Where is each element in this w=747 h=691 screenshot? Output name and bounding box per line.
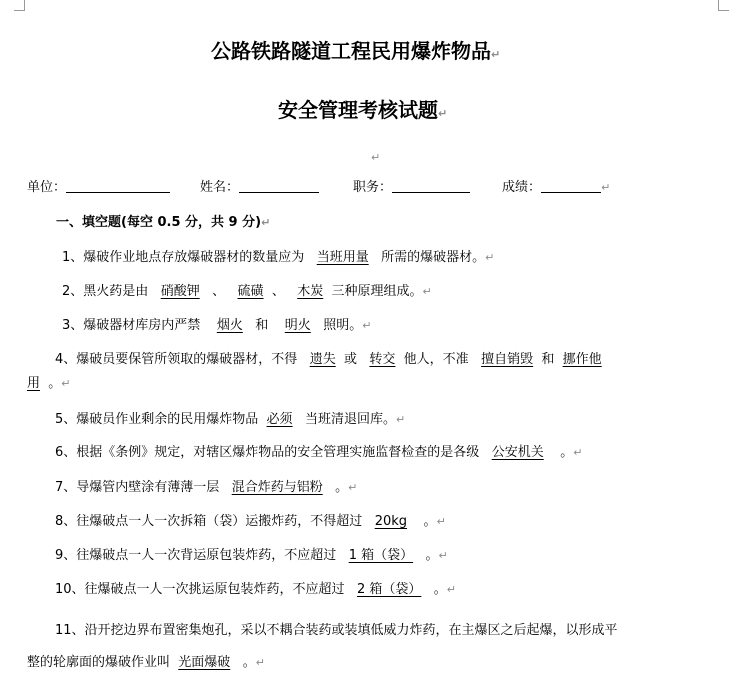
question-9 (55, 546, 448, 566)
question-4 (55, 350, 602, 370)
title-line-2 (278, 96, 447, 128)
question-text: 和 (255, 318, 269, 333)
question-text: 整的轮廓面的爆破作业叫 (27, 655, 171, 670)
question-text: 11、沿开挖边界布置密集炮孔，采以不耦合装药或装填低威力炸药，在主爆区之后起爆，以形成平 (55, 623, 618, 638)
answer-blank[interactable]: 遗失 (309, 352, 336, 367)
question-1 (62, 248, 494, 268)
question-2 (62, 282, 432, 302)
answer-blank[interactable]: 擅自销毁 (481, 352, 534, 367)
empty-paragraph (371, 148, 380, 168)
title-text: 安全管理考核试题 (278, 98, 438, 122)
answer-blank[interactable]: 硝酸钾 (160, 284, 200, 299)
paragraph-mark: ↵ (395, 413, 406, 426)
answer-blank[interactable]: 当班用量 (316, 250, 369, 265)
question-text: 9、往爆破点一人一次背运原包装炸药，不应超过 (55, 548, 337, 563)
question-text: 。 (433, 582, 447, 597)
question-7 (55, 478, 357, 498)
question-text: 1、爆破作业地点存放爆破器材的数量应为 (62, 250, 305, 265)
question-4-continued (27, 374, 71, 394)
question-text: 和 (541, 352, 555, 367)
paragraph-mark: ↵ (438, 107, 448, 120)
paragraph-mark: ↵ (348, 481, 358, 494)
page-corner-mark (14, 0, 25, 11)
paragraph-mark: ↵ (438, 549, 448, 562)
position-field[interactable] (392, 178, 470, 193)
separator: 、 (212, 284, 226, 299)
paragraph-mark: ↵ (255, 656, 265, 669)
answer-blank[interactable]: 必须 (266, 412, 293, 427)
answer-blank[interactable]: 2 箱（袋） (356, 582, 422, 597)
question-text: 。 (335, 480, 349, 495)
name-label: 姓名： (200, 180, 240, 195)
question-text: 2、黑火药是由 (62, 284, 149, 299)
answer-blank[interactable]: 烟火 (216, 318, 243, 333)
paragraph-mark: ↵ (362, 319, 372, 332)
question-text: 8、往爆破点一人一次拆箱（袋）运搬炸药，不得超过 (55, 514, 363, 529)
paragraph-mark: ↵ (422, 285, 432, 298)
separator: 、 (271, 284, 285, 299)
question-text: 照明。 (323, 318, 363, 333)
position-label: 职务： (353, 180, 393, 195)
paragraph-mark: ↵ (436, 515, 446, 528)
title-line-1 (211, 37, 500, 69)
paragraph-mark: ↵ (601, 181, 611, 194)
score-label: 成绩： (502, 180, 542, 195)
question-5 (55, 410, 405, 430)
paragraph-mark: ↵ (446, 583, 456, 596)
question-text: 他人，不准 (403, 352, 469, 367)
question-8 (55, 512, 446, 532)
question-text: 。 (425, 548, 439, 563)
question-text: 当班清退回库。 (304, 412, 396, 427)
question-text: 。 (560, 445, 574, 460)
question-text: 10、往爆破点一人一次挑运原包装炸药，不应超过 (55, 582, 345, 597)
question-text: 。 (48, 376, 62, 391)
unit-field[interactable] (66, 178, 170, 193)
section-heading (56, 213, 270, 233)
question-text: 。 (242, 655, 256, 670)
answer-blank[interactable]: 光面爆破 (178, 655, 231, 670)
question-11 (55, 621, 618, 641)
answer-blank[interactable]: 木炭 (297, 284, 324, 299)
answer-blank[interactable]: 混合炸药与铝粉 (231, 480, 323, 495)
paragraph-mark: ↵ (371, 151, 381, 164)
page-corner-mark (718, 0, 729, 11)
score-field[interactable] (541, 178, 601, 193)
question-11-continued (27, 653, 265, 673)
paragraph-mark: ↵ (485, 251, 495, 264)
answer-blank[interactable]: 转交 (369, 352, 396, 367)
answer-blank[interactable]: 用 (27, 376, 41, 391)
question-text: 3、爆破器材库房内严禁 (62, 318, 201, 333)
name-field[interactable] (239, 178, 319, 193)
question-text: 6、根据《条例》规定，对辖区爆炸物品的安全管理实施监督检查的是各级 (55, 445, 480, 460)
info-form-row (27, 178, 610, 198)
question-text: 5、爆破员作业剩余的民用爆炸物品 (55, 412, 259, 427)
title-text: 公路铁路隧道工程民用爆炸物品 (211, 39, 491, 63)
question-text: 三种原理组成。 (331, 284, 423, 299)
answer-blank[interactable]: 公安机关 (491, 445, 544, 460)
answer-blank[interactable]: 20kg (374, 514, 408, 529)
question-3 (62, 316, 371, 336)
paragraph-mark: ↵ (573, 446, 583, 459)
answer-blank[interactable]: 明火 (284, 318, 311, 333)
question-text: 。 (423, 514, 437, 529)
section-heading-text: 一、填空题(每空 0.5 分，共 9 分) (56, 215, 262, 230)
paragraph-mark: ↵ (61, 377, 71, 390)
question-text: 7、导爆管内壁涂有薄薄一层 (55, 480, 220, 495)
answer-blank[interactable]: 挪作他 (562, 352, 602, 367)
question-10 (55, 580, 456, 600)
question-text: 所需的爆破器材。 (381, 250, 486, 265)
answer-blank[interactable]: 硫磺 (237, 284, 264, 299)
question-6 (55, 443, 582, 463)
answer-blank[interactable]: 1 箱（袋） (348, 548, 414, 563)
unit-label: 单位： (27, 180, 67, 195)
question-text: 或 (343, 352, 357, 367)
paragraph-mark: ↵ (261, 216, 271, 229)
question-text: 4、爆破员要保管所领取的爆破器材，不得 (55, 352, 298, 367)
paragraph-mark: ↵ (491, 48, 501, 61)
